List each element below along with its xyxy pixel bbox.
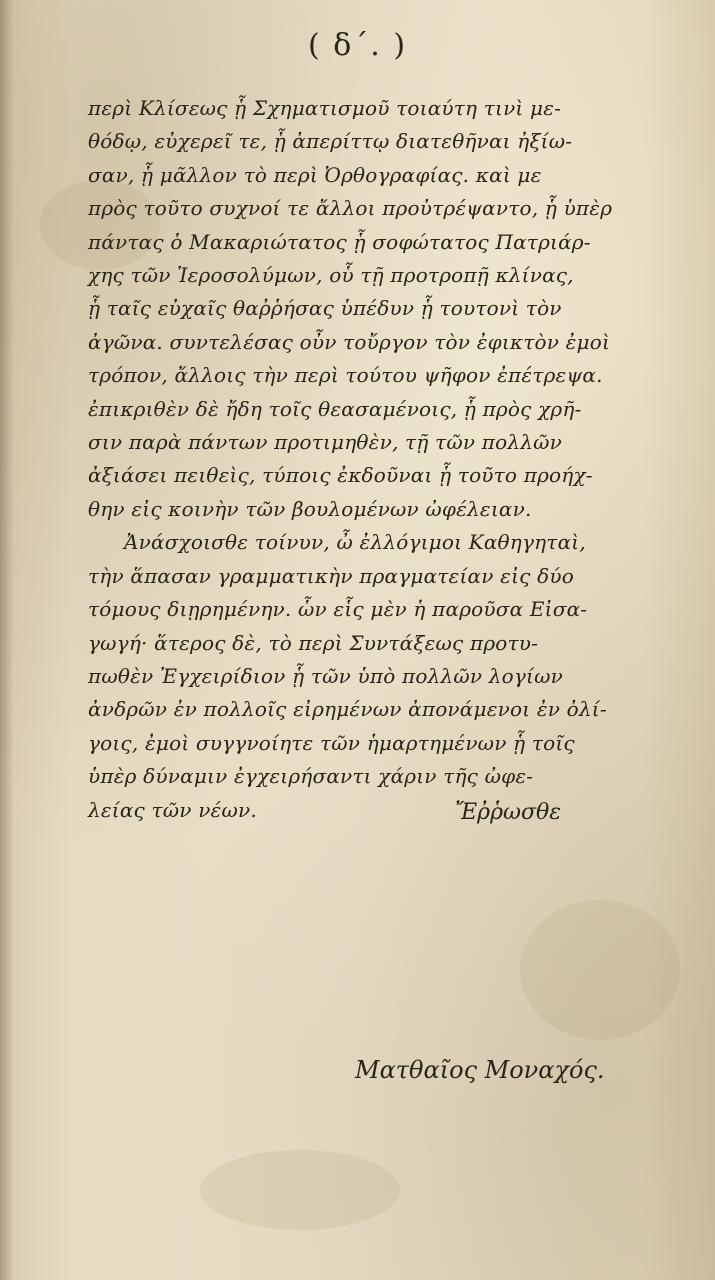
text-line: τὴν ἅπασαν γραμματικὴν πραγματείαν εἰς δύο [88, 563, 574, 588]
text-line: ὑπὲρ δύναμιν ἐγχειρήσαντι χάριν τῆς ὠφε- [88, 764, 534, 789]
text-line: ἀνδρῶν ἐν πολλοῖς εἰρημένων ἀπονάμενοι ἐν ὀλί- [88, 697, 607, 722]
text-line: ᾗ ταῖς εὐχαῖς θαῤῥήσας ὑπέδυν ᾗ τουτονὶ τὸν [88, 296, 562, 321]
text-line: ἀξιάσει πειθεὶς, τύποις ἐκδοῦναι ᾗ τοῦτο προήχ- [88, 463, 593, 488]
text-line: πωθὲν Ἐγχειρίδιον ᾗ τῶν ὑπὸ πολλῶν λογίων [88, 663, 563, 688]
text-line: γωγή· ἅτερος δὲ, τὸ περὶ Συντάξεως προτυ- [88, 630, 539, 655]
text-line: λείας τῶν νέων. [88, 797, 257, 822]
text-line: τόμους διῃρημένην. ὧν εἷς μὲν ἡ παροῦσα Εἰσα- [88, 597, 588, 622]
text-line: σαν, ᾗ μᾶλλον τὸ περὶ Ὀρθογραφίας. καὶ με [88, 162, 542, 187]
text-line: θην εἰς κοινὴν τῶν βουλομένων ὠφέλειαν. [88, 496, 532, 521]
paper-stain [520, 900, 680, 1040]
text-line: τρόπον, ἄλλοις τὴν περὶ τούτου ψῆφον ἐπέτρεψα. [88, 363, 603, 388]
text-line: ἀγῶνα. συντελέσας οὖν τοὔργον τὸν ἐφικτὸν ἐμοὶ [88, 329, 611, 354]
text-line: θόδῳ, εὐχερεῖ τε, ᾗ ἀπερίττῳ διατεθῆναι ἠξίω- [88, 129, 573, 154]
closing-salutation: Ἔῤῥωσθε [455, 800, 562, 825]
text-line: πρὸς τοῦτο συχνοί τε ἄλλοι προὐτρέψαντο, ᾗ ὑπὲρ [88, 196, 613, 221]
page-gutter-shadow [0, 0, 14, 1280]
page-number: ( δ΄. ) [307, 28, 408, 63]
author-signature: Ματθαῖος Μοναχός. [355, 1056, 605, 1084]
text-line: σιν παρὰ πάντων προτιμηθὲν, τῇ τῶν πολλῶν [88, 430, 562, 455]
text-line: Ἀνάσχοισθε τοίνυν, ὦ ἐλλόγιμοι Καθηγηταὶ, [124, 530, 586, 555]
paper-stain [200, 1150, 400, 1230]
text-line: περὶ Κλίσεως ᾗ Σχηματισμοῦ τοιαύτη τινὶ με- [88, 96, 562, 120]
text-line: γοις, ἐμοὶ συγγνοίητε τῶν ἡμαρτημένων ᾗ τοῖς [88, 730, 575, 755]
body-text [88, 92, 633, 827]
text-line: χης τῶν Ἱεροσολύμων, οὗ τῇ προτροπῇ κλίνας, [88, 263, 574, 288]
text-line: ἐπικριθὲν δὲ ἤδη τοῖς θεασαμένοις, ᾗ πρὸς χρῆ- [88, 396, 582, 421]
text-line: πάντας ὁ Μακαριώτατος ᾗ σοφώτατος Πατριάρ- [88, 229, 591, 254]
